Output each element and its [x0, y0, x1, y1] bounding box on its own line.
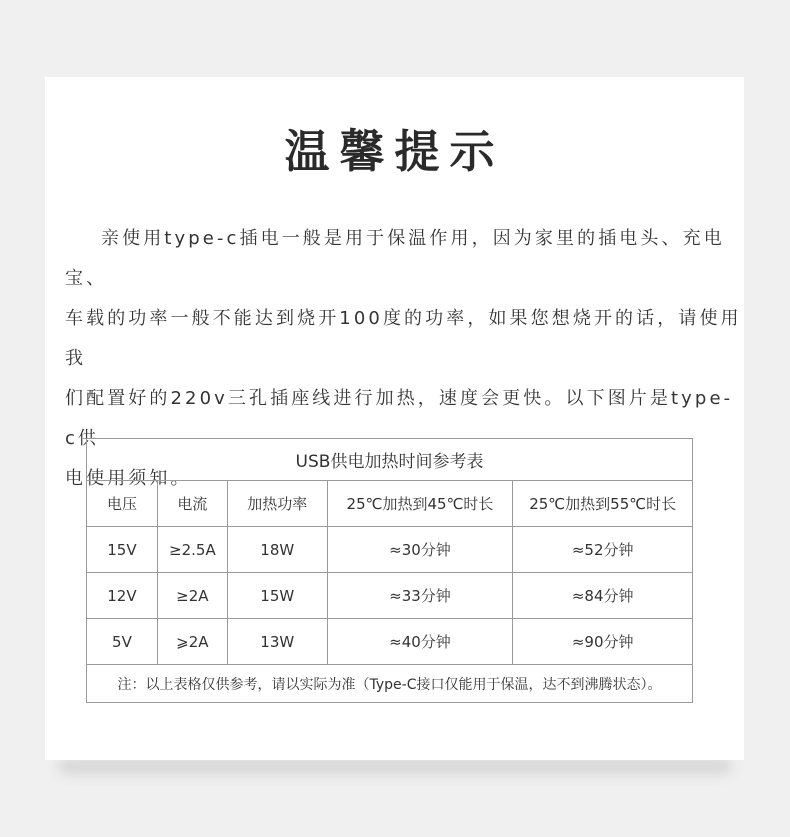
cell-time-55: ≈84分钟	[513, 573, 693, 619]
table-caption-row	[87, 439, 693, 481]
cell-time-55: ≈90分钟	[513, 619, 693, 665]
header-time-55: 25℃加热到55℃时长	[513, 481, 693, 527]
cell-time-55: ≈52分钟	[513, 527, 693, 573]
cell-current: ⩾2A	[157, 619, 227, 665]
table-row	[87, 527, 693, 573]
header-power: 加热功率	[227, 481, 327, 527]
cell-time-45: ≈40分钟	[327, 619, 513, 665]
table-note: 注：以上表格仅供参考，请以实际为准（Type-C接口仅能用于保温，达不到沸腾状态）。	[87, 665, 693, 703]
cell-voltage: 12V	[87, 573, 158, 619]
cell-power: 18W	[227, 527, 327, 573]
cell-voltage: 15V	[87, 527, 158, 573]
intro-line-1: 亲使用type-c插电一般是用于保温作用，因为家里的插电头、充电宝、	[65, 228, 725, 289]
intro-line-2: 车载的功率一般不能达到烧开100度的功率，如果您想烧开的话，请使用我	[65, 308, 742, 369]
cell-current: ≥2A	[157, 573, 227, 619]
card-shadow	[58, 758, 732, 774]
header-current: 电流	[157, 481, 227, 527]
header-voltage: 电压	[87, 481, 158, 527]
cell-current: ≥2.5A	[157, 527, 227, 573]
cell-time-45: ≈30分钟	[327, 527, 513, 573]
header-time-45: 25℃加热到45℃时长	[327, 481, 513, 527]
table-caption: USB供电加热时间参考表	[87, 439, 693, 481]
intro-line-4: 电使用须知。	[65, 468, 192, 489]
cell-power: 13W	[227, 619, 327, 665]
cell-time-45: ≈33分钟	[327, 573, 513, 619]
table-row	[87, 619, 693, 665]
cell-voltage: 5V	[87, 619, 158, 665]
content-card	[45, 77, 744, 760]
intro-line-3: 们配置好的220v三孔插座线进行加热，速度会更快。以下图片是type-c供	[65, 388, 734, 449]
heating-time-table	[86, 438, 693, 703]
table-row	[87, 573, 693, 619]
page-title: 温馨提示	[284, 125, 505, 178]
table-header-row	[87, 481, 693, 527]
cell-power: 15W	[227, 573, 327, 619]
table-note-row	[87, 665, 693, 703]
